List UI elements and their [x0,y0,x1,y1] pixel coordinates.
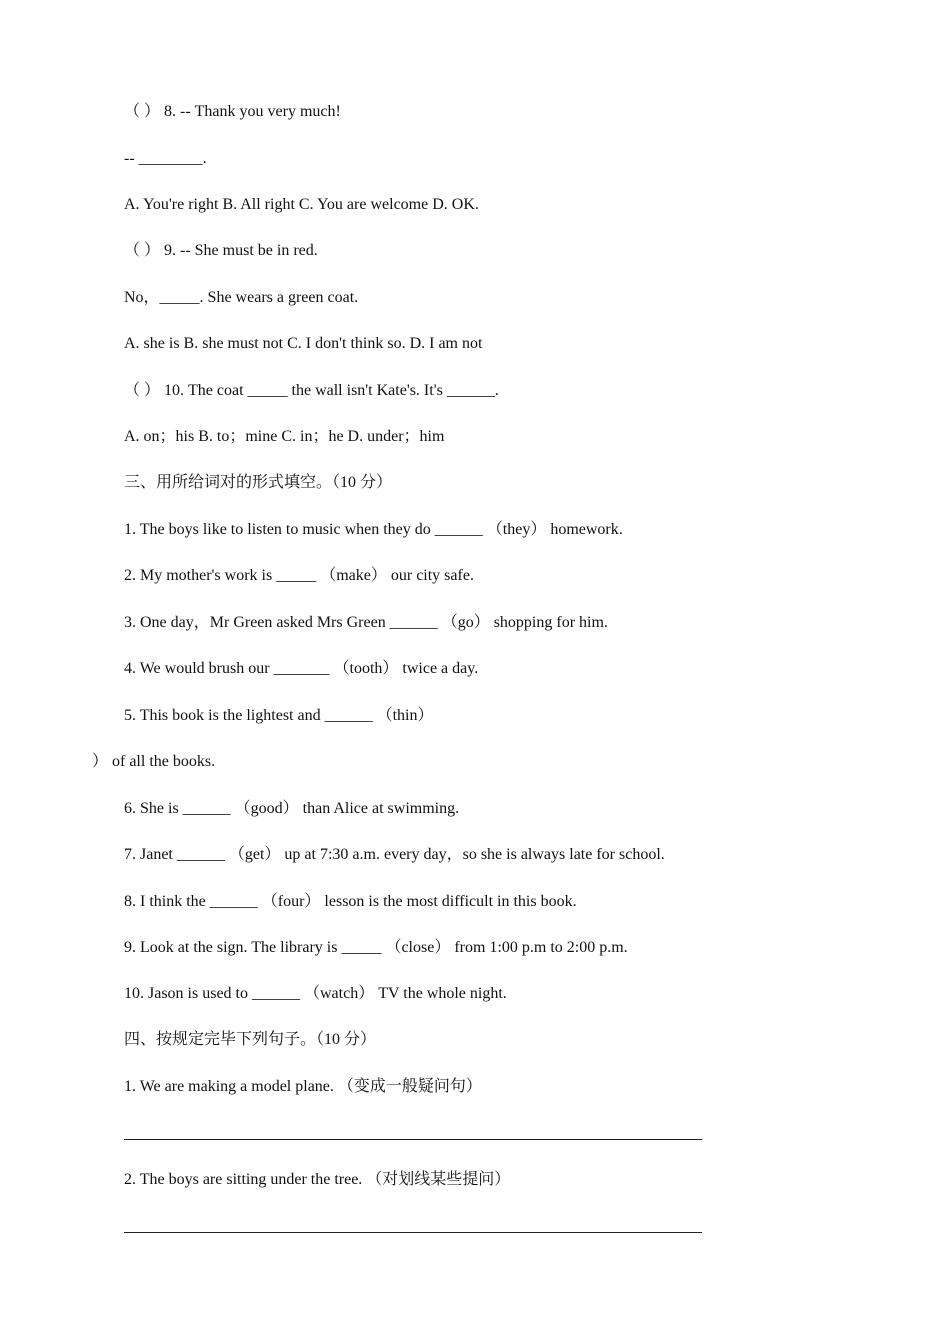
question-8-blank: -- ________. [124,150,207,167]
fill-item-5: 5. This book is the lightest and ______ （thin） [124,707,434,724]
fill-item-7: 7. Janet ______ （get） up at 7:30 a.m. every day，so she is always late for school. [124,846,665,863]
section-3-heading: 三、用所给词对的形式填空。（10 分） [124,474,393,491]
fill-item-10: 10. Jason is used to ______ （watch） TV the whole night. [124,985,507,1002]
rewrite-item-2: 2. The boys are sitting under the tree. （对划线某些提问） [124,1171,511,1188]
question-10-options: A. on；his B. to；mine C. in；he D. under；him [124,428,445,445]
question-8-options: A. You're right B. All right C. You are welcome D. OK. [124,196,479,213]
fill-item-3: 3. One day，Mr Green asked Mrs Green ______ （go） shopping for him. [124,614,608,631]
fill-item-6: 6. She is ______ （good） than Alice at swimming. [124,800,460,817]
question-10-prompt: （ ） 10. The coat _____ the wall isn't Kate's. It's ______. [124,382,499,399]
section-4-heading: 四、按规定完毕下列句子。（10 分） [124,1031,377,1048]
fill-item-1: 1. The boys like to listen to music when they do ______ （they） homework. [124,521,623,538]
question-8-prompt: （ ） 8. -- Thank you very much! [124,103,341,120]
fill-item-5-continued: ） of all the books. [92,753,216,770]
question-9-blank: No，_____. She wears a green coat. [124,289,359,306]
fill-item-4: 4. We would brush our _______ （tooth） twice a day. [124,660,479,677]
question-9-prompt: （ ） 9. -- She must be in red. [124,242,318,259]
fill-item-9: 9. Look at the sign. The library is _____ （close） from 1:00 p.m to 2:00 p.m. [124,939,628,956]
rewrite-item-1: 1. We are making a model plane. （变成一般疑问句） [124,1078,482,1095]
fill-item-2: 2. My mother's work is _____ （make） our city safe. [124,567,474,584]
answer-line-2[interactable] [124,1232,702,1233]
question-9-options: A. she is B. she must not C. I don't think so. D. I am not [124,335,483,352]
fill-item-8: 8. I think the ______ （four） lesson is the most difficult in this book. [124,893,577,910]
answer-line-1[interactable] [124,1139,702,1140]
